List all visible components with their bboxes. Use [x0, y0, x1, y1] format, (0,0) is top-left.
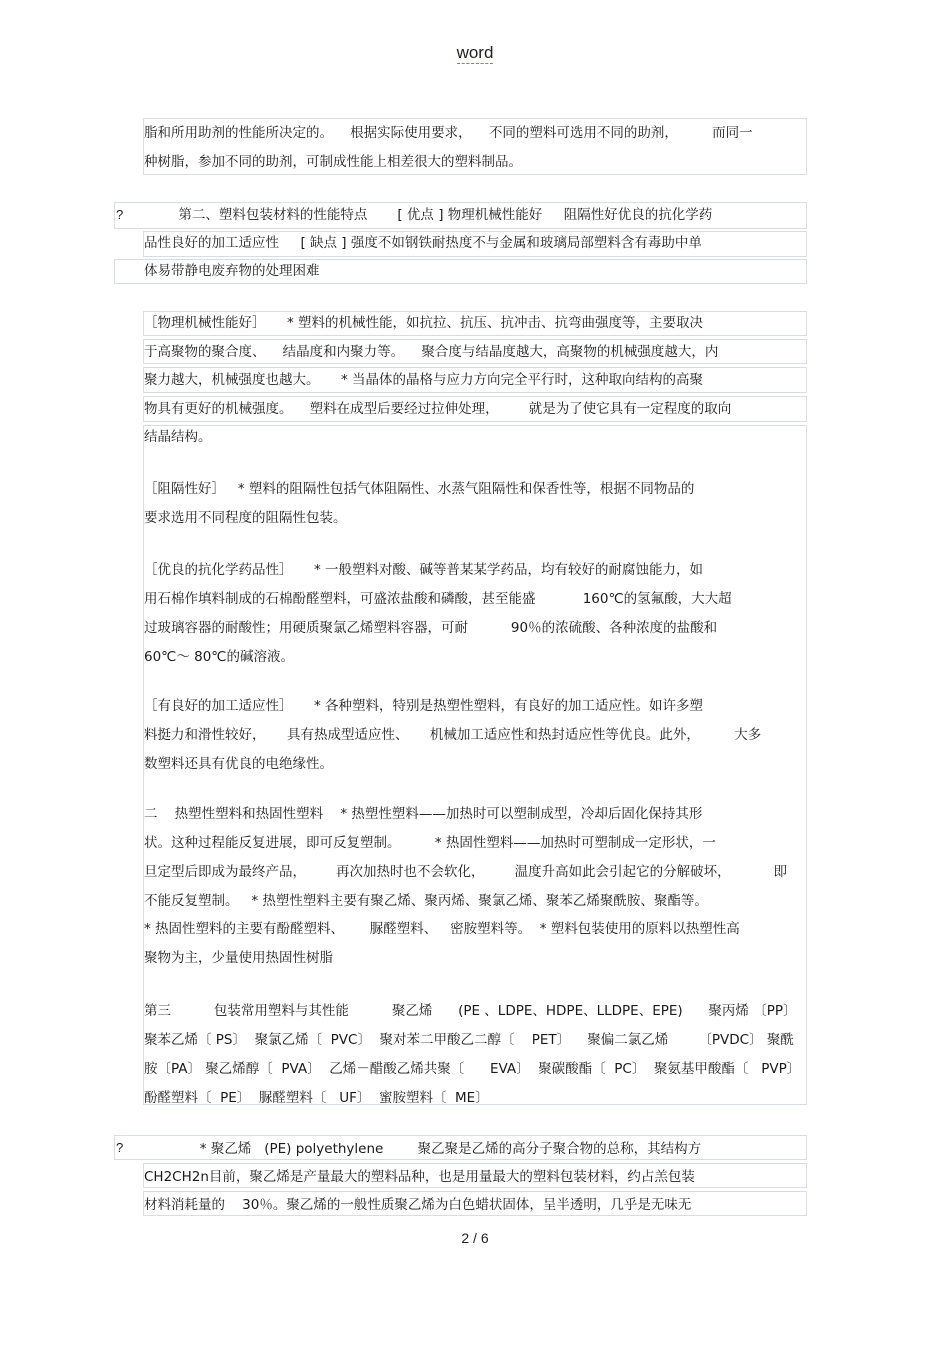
text-line: 于高聚物的聚合度、 结晶度和内聚力等。 聚合度与结晶度越大，高聚物的机械强度越大，内	[144, 344, 719, 360]
text-line: 料挺力和滑性较好， 具有热成型适应性、 机械加工适应性和热封适应性等优良。此外， 大多	[144, 727, 762, 743]
text-line: 胺〔PA〕 聚乙烯醇〔 PVA〕 乙烯－醋酸乙烯共聚〔 EVA〕 聚碳酸酯〔 PC〕 聚氨基甲酸酯〔 PVP〕	[144, 1061, 801, 1077]
text-line: 数塑料还具有优良的电绝缘性。	[144, 756, 333, 772]
text-line: ［优良的抗化学药品性］ * 一般塑料对酸、碱等普某某学药品，均有较好的耐腐蚀能力，如	[144, 562, 703, 578]
header-title: word	[456, 43, 494, 62]
text-line: 60℃～ 80℃的碱溶液。	[144, 649, 294, 665]
text-line: ［有良好的加工适应性］ * 各种塑料，特别是热塑性塑料，有良好的加工适应性。如许多塑	[144, 698, 703, 714]
text-line: 聚力越大，机械强度也越大。 * 当晶体的晶格与应力方向完全平行时，这种取向结构的高聚	[144, 372, 703, 388]
bullet-marker: ?	[116, 207, 124, 222]
text-line: 第三 包装常用塑料与其性能 聚乙烯 (PE 、LDPE、HDPE、LLDPE、EPE) 聚丙烯 〔PP〕	[144, 1003, 797, 1019]
text-line: 状。这种过程能反复进展，即可反复塑制。 * 热固性塑料——加热时可塑制成一定形状，一	[144, 835, 716, 851]
text-line: ［物理机械性能好］ * 塑料的机械性能，如抗拉、抗压、抗冲击、抗弯曲强度等，主要取决	[144, 315, 703, 331]
text-line: 过玻璃容器的耐酸性；用硬质聚氯乙烯塑料容器，可耐 90％的浓硫酸、各种浓度的盐酸和	[144, 620, 718, 636]
text-line: 体易带静电废弃物的处理困难	[144, 263, 320, 279]
text-line: 物具有更好的机械强度。 塑料在成型后要经过拉伸处理， 就是为了使它具有一定程度的取向	[144, 401, 732, 417]
text-line: 种树脂，参加不同的助剂，可制成性能上相差很大的塑料制品。	[144, 154, 522, 170]
text-line: * 聚乙烯 (PE) polyethylene 聚乙聚是乙烯的高分子聚合物的总称，其结构方	[144, 1141, 702, 1157]
text-line: 要求选用不同程度的阻隔性包装。	[144, 510, 347, 526]
text-line: 品性良好的加工适应性 [ 缺点 ] 强度不如钢铁耐热度不与金属和玻璃局部塑料含有毒助中单	[144, 235, 702, 251]
bullet-marker: ?	[116, 1140, 124, 1155]
text-line: 聚苯乙烯〔 PS〕 聚氯乙烯〔 PVC〕 聚对苯二甲酸乙二醇〔 PET〕 聚偏二氯乙烯 〔PVDC〕 聚酰	[144, 1032, 794, 1048]
text-line: * 热固性塑料的主要有酚醛塑料、 脲醛塑料、 密胺塑料等。 * 塑料包装使用的原料以热塑性高	[144, 921, 740, 937]
text-line: ［阻隔性好］ * 塑料的阻隔性包括气体阻隔性、水蒸气阻隔性和保香性等，根据不同物品的	[144, 481, 695, 497]
page-number: 2 / 6	[461, 1230, 489, 1246]
text-line: CH2CH2n目前，聚乙烯是产量最大的塑料品种，也是用量最大的塑料包装材料，约占羔包装	[144, 1169, 695, 1185]
page-header	[0, 43, 950, 63]
text-line: 二 热塑性塑料和热固性塑料 * 热塑性塑料——加热时可以塑制成型，冷却后固化保持其形	[144, 806, 703, 822]
text-line: 结晶结构。	[144, 429, 212, 445]
text-line: 第二、塑料包装材料的性能特点 [ 优点 ] 物理机械性能好 阻隔性好优良的抗化学药	[144, 207, 713, 223]
text-line: 材料消耗量的 30％。聚乙烯的一般性质聚乙烯为白色蜡状固体，呈半透明，几乎是无味无	[144, 1197, 692, 1213]
text-line: 酚醛塑料〔 PE〕 脲醛塑料〔 UF〕 蜜胺塑料〔 ME〕	[144, 1090, 489, 1106]
text-line: 用石棉作填料制成的石棉酚醛塑料，可盛浓盐酸和磷酸，甚至能盛 160℃的氢氟酸，大大超	[144, 591, 732, 607]
text-line: 旦定型后即成为最终产品， 再次加热时也不会软化， 温度升高如此会引起它的分解破坏， 即	[144, 864, 787, 880]
text-line: 不能反复塑制。 * 热塑性塑料主要有聚乙烯、聚丙烯、聚氯乙烯、聚苯乙烯聚酰胺、聚酯等。	[144, 893, 708, 909]
text-line: 聚物为主，少量使用热固性树脂	[144, 950, 333, 966]
text-line: 脂和所用助剂的性能所决定的。 根据实际使用要求， 不同的塑料可选用不同的助剂， 而同一	[144, 125, 753, 141]
